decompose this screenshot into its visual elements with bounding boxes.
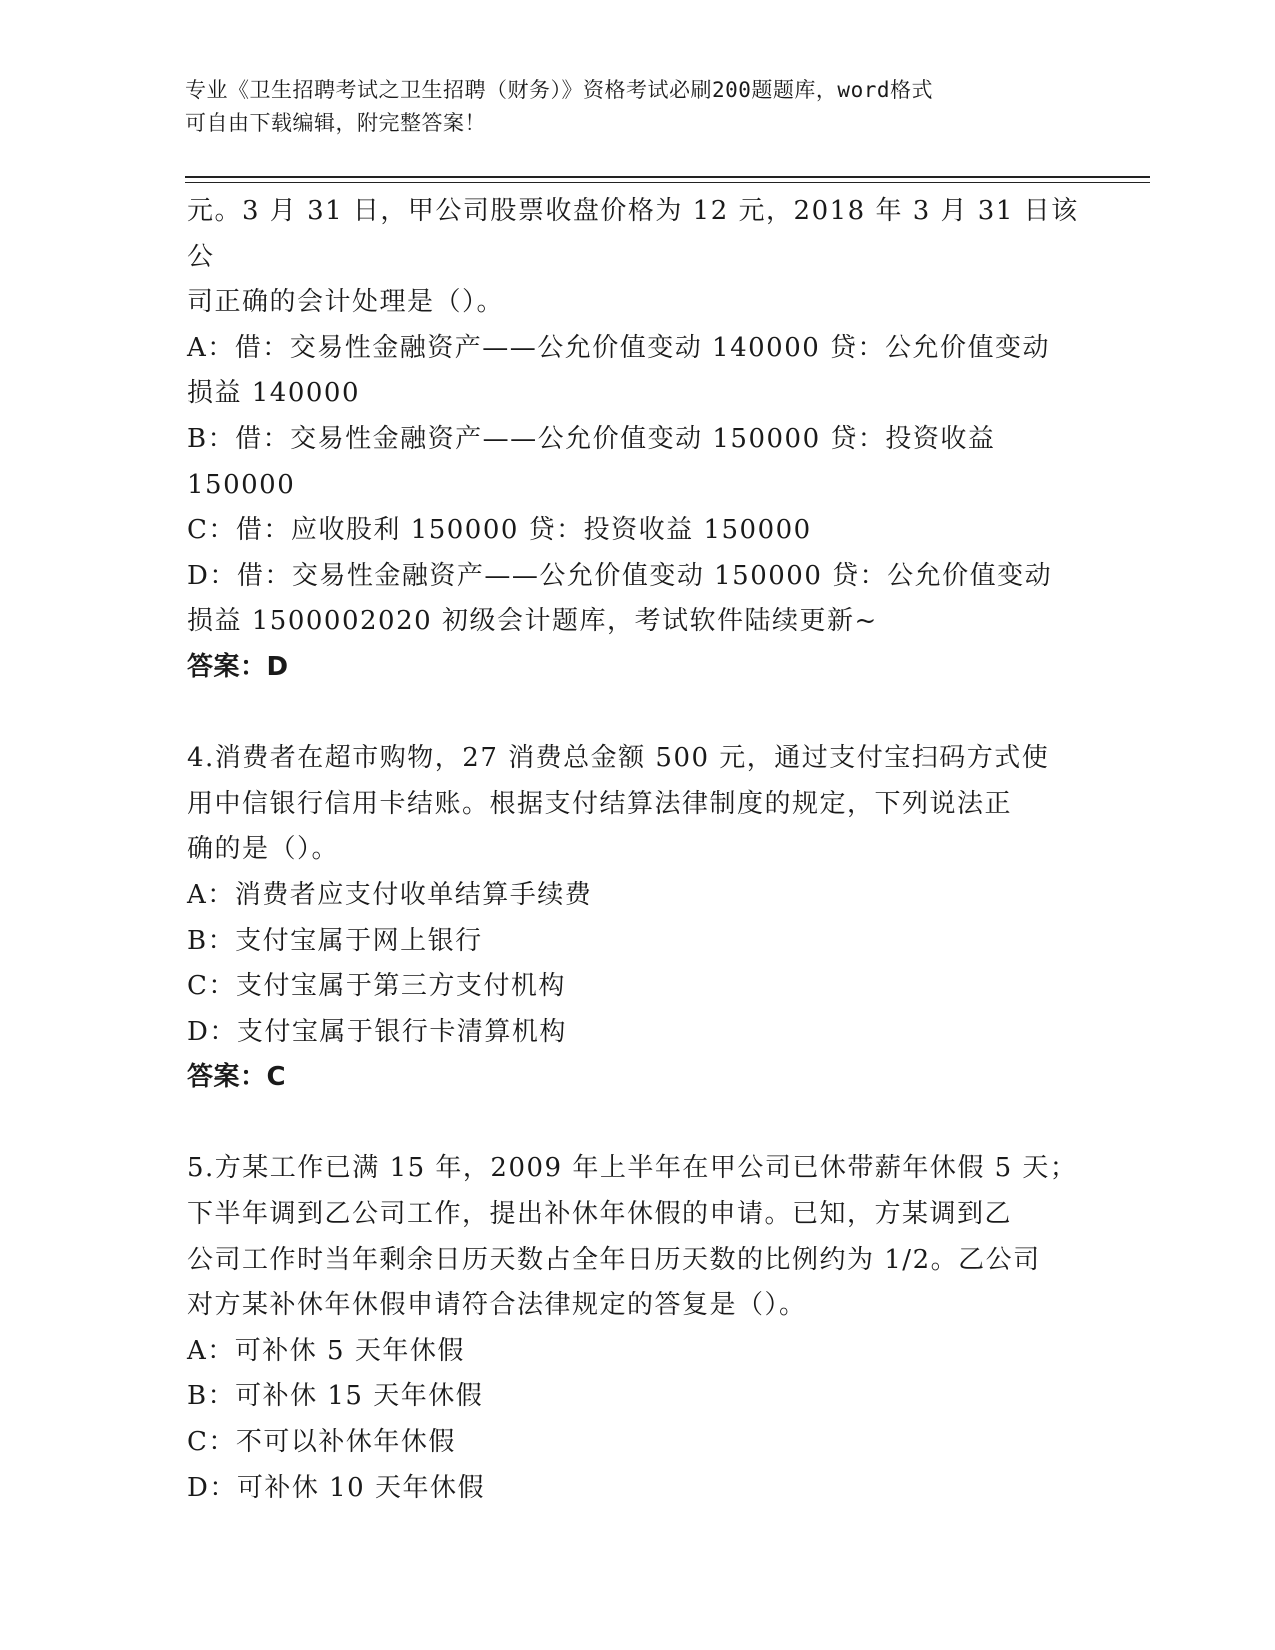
option-d-continued: 损益 1500002020 初级会计题库，考试软件陆续更新~ [187, 606, 878, 637]
option-c: C：支付宝属于第三方支付机构 [187, 971, 566, 1002]
question-stem-line: 4.消费者在超市购物，27 消费总金额 500 元，通过支付宝扫码方式使 [187, 743, 1050, 774]
option-a: A：借：交易性金融资产——公允价值变动 140000 贷：公允价值变动 [187, 332, 1051, 363]
header-title-line-1: 专业《卫生招聘考试之卫生招聘（财务）》资格考试必刷200题题库，word格式 [185, 78, 933, 102]
question-stem-line: 公司工作时当年剩余日历天数占全年日历天数的比例约为 1/2。乙公司 [187, 1244, 1041, 1275]
document-body [187, 189, 1087, 1511]
option-b: B：支付宝属于网上银行 [187, 925, 483, 956]
question-3 [187, 189, 1087, 691]
option-d: D：借：交易性金融资产——公允价值变动 150000 贷：公允价值变动 [187, 560, 1053, 591]
option-b: B：可补休 15 天年休假 [187, 1381, 484, 1412]
question-stem-line: 确的是（）。 [187, 834, 340, 865]
option-d: D：支付宝属于银行卡清算机构 [187, 1016, 567, 1047]
question-stem-line: 用中信银行信用卡结账。根据支付结算法律制度的规定，下列说法正 [187, 788, 1013, 819]
option-c: C：借：应收股利 150000 贷：投资收益 150000 [187, 515, 812, 546]
option-c: C：不可以补休年休假 [187, 1427, 456, 1458]
header-title-line-2: 可自由下载编辑，附完整答案！ [185, 111, 486, 135]
header-divider-thick [185, 176, 1150, 178]
question-stem-line: 对方某补休年休假申请符合法律规定的答复是（）。 [187, 1290, 807, 1321]
option-a: A：消费者应支付收单结算手续费 [187, 879, 593, 910]
question-stem-line: 5.方某工作已满 15 年，2009 年上半年在甲公司已休带薪年休假 5 天； [187, 1153, 1078, 1184]
question-stem-line: 元。3 月 31 日，甲公司股票收盘价格为 12 元，2018 年 3 月 31 日该公 [187, 196, 1079, 272]
answer-label: 答案：D [187, 651, 289, 682]
option-a-continued: 损益 140000 [187, 378, 361, 409]
option-b-continued: 150000 [187, 469, 296, 500]
answer-label: 答案：C [187, 1062, 287, 1093]
question-4 [187, 736, 1087, 1101]
question-stem-line: 下半年调到乙公司工作，提出补休年休假的申请。已知，方某调到乙 [187, 1199, 1013, 1230]
document-header [185, 74, 1085, 140]
question-5 [187, 1146, 1087, 1511]
option-d: D：可补休 10 天年休假 [187, 1472, 485, 1503]
spacer [187, 1101, 1087, 1147]
spacer [187, 691, 1087, 737]
header-divider-thin [185, 182, 1150, 183]
option-a: A：可补休 5 天年休假 [187, 1335, 465, 1366]
question-stem-line: 司正确的会计处理是（）。 [187, 287, 505, 318]
option-b: B：借：交易性金融资产——公允价值变动 150000 贷：投资收益 [187, 423, 996, 454]
